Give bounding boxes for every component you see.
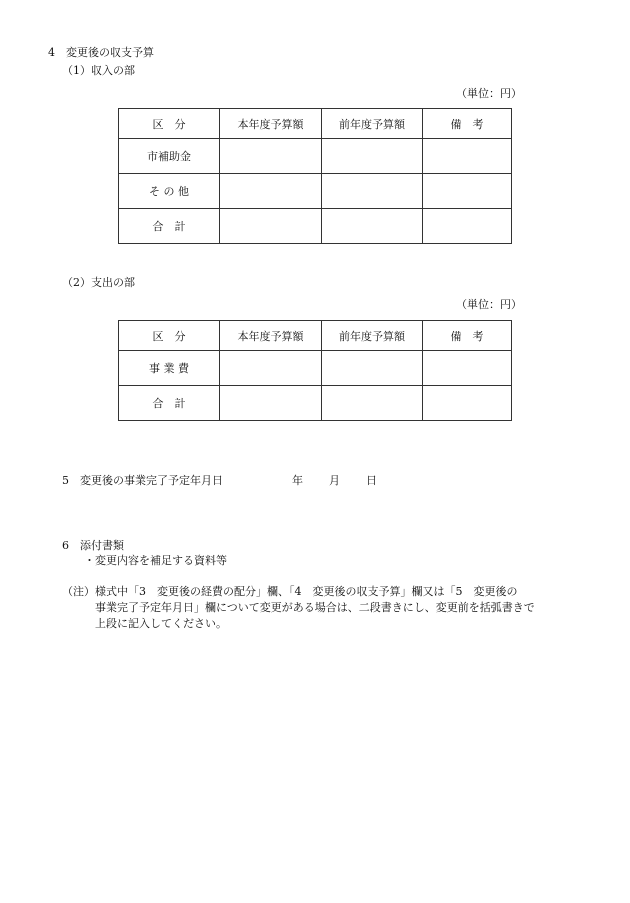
table-row [119, 351, 512, 386]
expense-table-header [119, 321, 512, 351]
current-budget-cell[interactable] [220, 209, 322, 244]
expense-subtitle: （2）支出の部 [62, 276, 135, 289]
note-line-1: （注）様式中「3 変更後の経費の配分」欄、「4 変更後の収支予算」欄又は「5 変更後の [62, 585, 518, 598]
row-label: 合 計 [119, 386, 220, 421]
income-table-header [119, 109, 512, 139]
row-label: 市補助金 [119, 139, 220, 174]
table-row [119, 174, 512, 209]
table-row [119, 386, 512, 421]
row-label: そ の 他 [119, 174, 220, 209]
attachment-item: ・変更内容を補足する資料等 [84, 554, 227, 567]
section5-title: 5 変更後の事業完了予定年月日 [62, 474, 223, 487]
current-budget-cell[interactable] [220, 139, 322, 174]
header-remarks: 備 考 [423, 321, 512, 351]
current-budget-cell[interactable] [220, 174, 322, 209]
day-label: 日 [366, 474, 377, 487]
remarks-cell[interactable] [423, 386, 512, 421]
header-previous-budget: 前年度予算額 [322, 321, 423, 351]
previous-budget-cell[interactable] [322, 209, 423, 244]
remarks-cell[interactable] [423, 139, 512, 174]
income-table [118, 108, 512, 244]
header-remarks: 備 考 [423, 109, 512, 139]
section6-title: 6 添付書類 [62, 539, 124, 552]
previous-budget-cell[interactable] [322, 351, 423, 386]
previous-budget-cell[interactable] [322, 174, 423, 209]
header-category: 区 分 [119, 321, 220, 351]
row-label: 事 業 費 [119, 351, 220, 386]
remarks-cell[interactable] [423, 209, 512, 244]
expense-unit-label: （単位：円） [456, 298, 522, 311]
section4-title: 4 変更後の収支予算 [48, 46, 154, 59]
header-current-budget: 本年度予算額 [220, 109, 322, 139]
remarks-cell[interactable] [423, 174, 512, 209]
previous-budget-cell[interactable] [322, 386, 423, 421]
remarks-cell[interactable] [423, 351, 512, 386]
current-budget-cell[interactable] [220, 351, 322, 386]
note-line-3: 上段に記入してください。 [95, 617, 227, 630]
table-row [119, 209, 512, 244]
note-line-2: 事業完了予定年月日」欄について変更がある場合は、二段書きにし、変更前を括弧書きで [95, 601, 535, 614]
previous-budget-cell[interactable] [322, 139, 423, 174]
income-subtitle: （1）収入の部 [62, 64, 135, 77]
current-budget-cell[interactable] [220, 386, 322, 421]
month-label: 月 [329, 474, 340, 487]
header-previous-budget: 前年度予算額 [322, 109, 423, 139]
row-label: 合 計 [119, 209, 220, 244]
header-category: 区 分 [119, 109, 220, 139]
income-unit-label: （単位：円） [456, 87, 522, 100]
expense-table [118, 320, 512, 421]
year-label: 年 [292, 474, 303, 487]
table-row [119, 139, 512, 174]
header-current-budget: 本年度予算額 [220, 321, 322, 351]
